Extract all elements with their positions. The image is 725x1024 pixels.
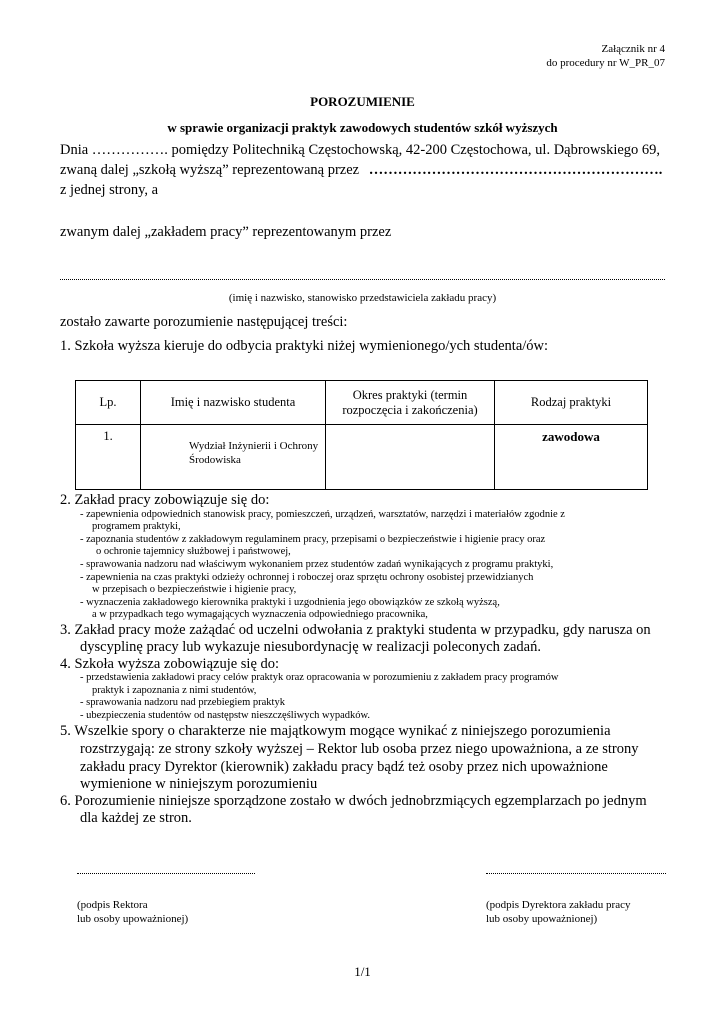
point-4-title: 4. Szkoła wyższa zobowiązuje się do: <box>60 656 280 672</box>
point-4-line: - ubezpieczenia studentów od następstw nieszczęśliwych wypadków. <box>80 710 371 721</box>
point-2-title: 2. Zakład pracy zobowiązuje się do: <box>60 492 270 508</box>
page-number: 1/1 <box>354 964 371 979</box>
table-row <box>76 425 648 490</box>
point-2-line: - wyznaczenia zakładowego kierownika praktyki i uzgodnienia jego obowiązków ze szkołą wyższą, <box>80 597 500 608</box>
point-2-line: o ochronie tajemnicy służbowej i państwowej, <box>96 546 291 557</box>
cell-student-name <box>141 425 326 490</box>
point-2-line: - zapewnienia odpowiednich stanowisk pracy, pomieszczeń, urządzeń, warsztatów, narzędzi i materiałów zgodnie z <box>80 509 565 520</box>
document-title: POROZUMIENIE <box>310 94 415 109</box>
point-4-line: praktyk i zapoznania z nimi studentów, <box>92 685 257 696</box>
point-5-line-1: 5. Wszelkie spory o charakterze nie majątkowym mogące wynikać z niniejszego porozumienia <box>60 723 611 739</box>
header-period-l2: rozpoczęcia i zakończenia) <box>342 402 478 417</box>
cell-practice-type: zawodowa <box>495 425 648 490</box>
table-header-row <box>76 381 648 425</box>
point-5-line-3: zakładu pracy Dyrektor (kierownik) zakładu pracy bądź też osoby przez nich upoważnione <box>80 759 608 775</box>
point-2-line: - zapewnienia na czas praktyki odzieży ochronnej i roboczej oraz sprzętu ochrony osobistej przewidzianych <box>80 572 534 583</box>
point-2-item <box>80 509 665 520</box>
director-signature-caption-1: (podpis Dyrektora zakładu pracy <box>486 899 631 911</box>
point-2-line: w przepisach o bezpieczeństwie i higienie pracy, <box>92 584 297 595</box>
intro-line-1: Dnia ……………. pomiędzy Politechniką Częstochowską, 42-200 Częstochowa, ul. Dąbrowskiego 69, <box>60 142 661 158</box>
intro-line-4: zwanym dalej „zakładem pracy” reprezentowanym przez <box>60 224 392 240</box>
header-period-l1: Okres praktyki (termin <box>352 387 468 402</box>
point-3-line-2: dyscyplinę pracy lub wykazuje niesubordynację w realizacji poleconych zadań. <box>80 639 541 655</box>
intro-line-2 <box>60 162 662 179</box>
point-2-line: - zapoznania studentów z zakładowym regulaminem pracy, przepisami o bezpieczeństwie i higienie pracy oraz <box>80 534 546 545</box>
point-3-line-1: 3. Zakład pracy może zażądać od uczelni odwołania z praktyki studenta w przypadku, gdy narusza on <box>60 622 651 638</box>
intro-line-5: zostało zawarte porozumienie następującej treści: <box>60 314 348 330</box>
point-1: 1. Szkoła wyższa kieruje do odbycia praktyki niżej wymienionego/ych studenta/ów: <box>60 338 549 354</box>
document-subtitle: w sprawie organizacji praktyk zawodowych studentów szkół wyższych <box>167 120 558 135</box>
rector-signature-caption-2: lub osoby upoważnionej) <box>77 913 189 925</box>
students-table <box>75 380 648 490</box>
rector-signature-line <box>77 873 255 874</box>
cell-period <box>326 425 495 490</box>
point-2-line: - sprawowania nadzoru nad właściwym wykonaniem przez studentów zadań wynikających z programu praktyki, <box>80 559 554 570</box>
intro-line-2-text: zwaną dalej „szkołą wyższą” reprezentowaną przez <box>60 162 360 178</box>
procedure-label: do procedury nr W_PR_07 <box>546 57 665 69</box>
header-lp: Lp. <box>76 381 141 425</box>
point-5-line-4: wymienione w niniejszym porozumieniu <box>80 776 318 792</box>
rector-signature-caption-1: (podpis Rektora <box>77 899 148 911</box>
intro-line-3: z jednej strony, a <box>60 182 159 198</box>
representative-caption: (imię i nazwisko, stanowisko przedstawiciela zakładu pracy) <box>228 292 497 304</box>
point-2-line: a w przypadkach tego wymagających wyznaczenia odpowiedniego pracownika, <box>92 609 428 620</box>
point-4-line: - sprawowania nadzoru nad przebiegiem praktyk <box>80 697 285 708</box>
point-4-line: - przedstawienia zakładowi pracy celów praktyk oraz opracowania w porozumieniu z zakładem pracy programów <box>80 672 559 683</box>
header-period <box>326 381 495 425</box>
point-6-line-1: 6. Porozumienie niniejsze sporządzone zostało w dwóch jednobrzmiących egzemplarzach po jednym <box>60 793 647 809</box>
point-2-line: programem praktyki, <box>92 521 181 532</box>
representative-dotted-line <box>60 279 665 280</box>
cell-student-name-l1: Wydział Inżynierii i Ochrony <box>189 440 319 452</box>
representative-blank: ……………………………………………………. <box>368 162 663 178</box>
director-signature-caption-2: lub osoby upoważnionej) <box>486 913 598 925</box>
header-student-name: Imię i nazwisko studenta <box>141 381 326 425</box>
point-5-line-2: rozstrzygają: ze strony szkoły wyższej – Rektor lub osoba przez niego upoważniona, a ze strony <box>80 741 639 757</box>
cell-lp: 1. <box>76 425 141 490</box>
header-practice-type: Rodzaj praktyki <box>495 381 648 425</box>
cell-student-name-l2: Środowiska <box>189 454 241 466</box>
attachment-label: Załącznik nr 4 <box>601 43 665 55</box>
point-6-line-2: dla każdej ze stron. <box>80 810 192 826</box>
director-signature-line <box>486 873 666 874</box>
